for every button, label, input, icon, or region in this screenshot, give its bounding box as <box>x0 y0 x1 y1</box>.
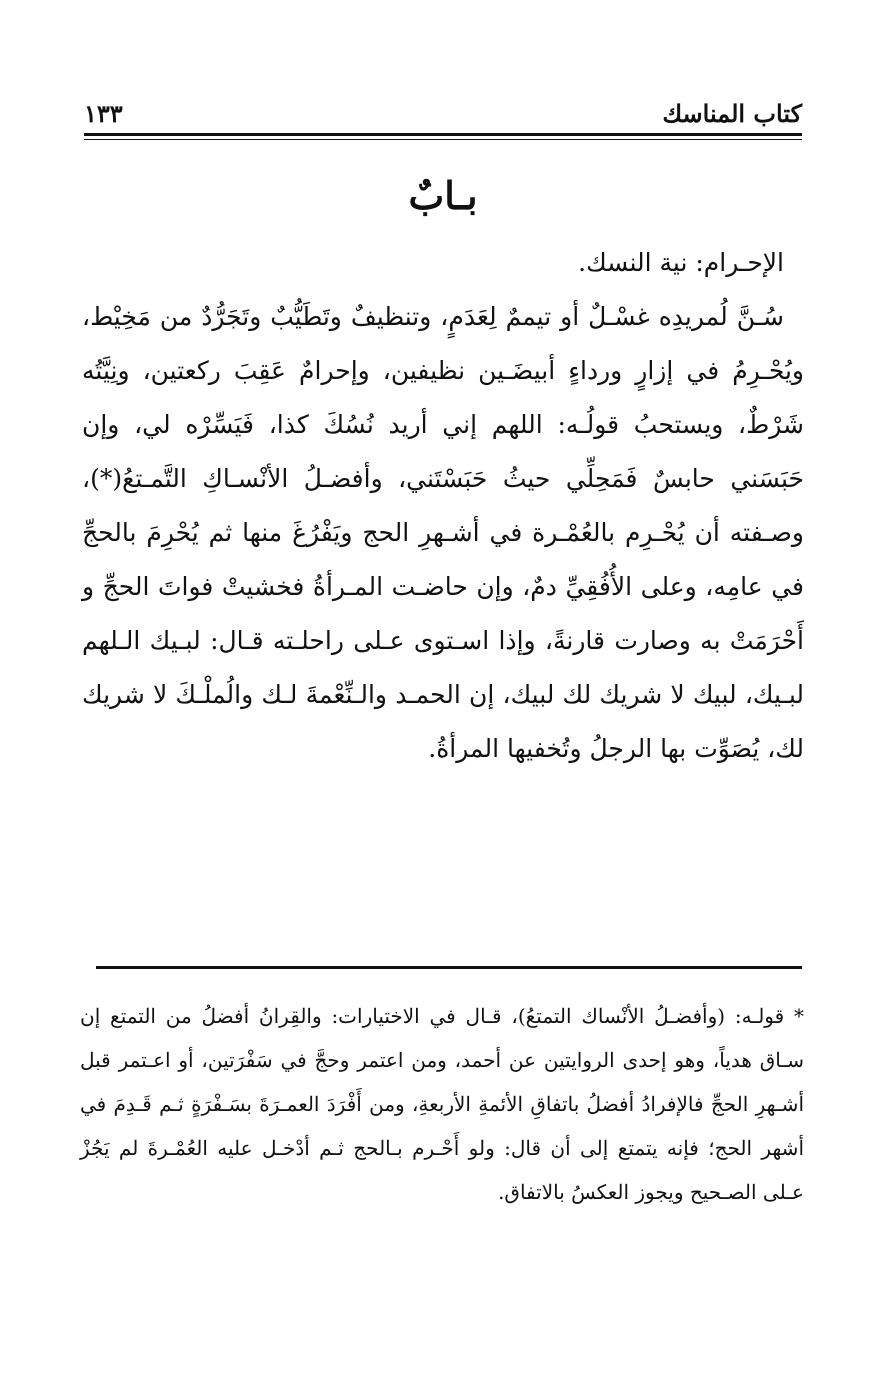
page-number: ١٣٣ <box>84 99 123 128</box>
footnote-separator <box>96 966 802 969</box>
definition-line: الإحـرام: نية النسك. <box>578 248 784 277</box>
header-rule-thick <box>84 133 802 136</box>
chapter-heading: بـابٌ <box>408 173 478 218</box>
body-paragraph: سُـنَّ لُمريدِه غسْـلٌ أو تيممٌ لِعَدَمٍ، وتنظيفٌ وتَطَيُّبٌ وتَجَرُّدٌ من مَخِيْط، ويُحْـرِمُ في إزارٍ ورداءٍ أبيضَـين نظيفين، وإحرامٌ عَقِبَ ركعتين، ونِيَّتُه شَرْطٌ، ويستحبُ قولُـه: اللهم إني أريد نُسُكَ كذا، فَيَسِّرْه لي، وإن حَبَسَني حابسٌ فَمَحِلِّي حيثُ حَبَسْتَني، وأفضـلُ الأنْسـاكِ التَّمـتعُ(*)، وصـفته أن يُحْـرِم بالعُمْـرة في أشـهرِ الحج ويَفْرُغَ منها ثم يُحْرِمَ بالحجِّ في عامِه، وعلى الأُفُقِيِّ دمٌ، وإن حاضـت المـرأةُ فخشيتْ فواتَ الحجِّ و أَحْرَمَتْ به وصارت قارنةً، وإذا اسـتوى عـلى راحلـته قـال: لبـيك الـلهم لبـيك، لبيك لا شريك لك لبيك، إن الحمـد والـنِّعْمةَ لـك والُملْـكَ لا شريك لك، يُصَوِّت بها الرجلُ وتُخفيها المرأةُ. <box>82 302 804 763</box>
running-title: كتاب المناسك <box>662 99 802 128</box>
running-header <box>84 96 802 136</box>
header-rule-thin <box>84 139 802 140</box>
main-text <box>82 236 804 776</box>
footnote: * قولـه: (وأفضـلُ الأنْساك التمتعُ)، قـال في الاختيارات: والقِرانُ أفضلُ من التمتع إن سـاق هدياً، وهو إحدى الروايتين عن أحمد، ومن اعتمر وحجَّ في سَفْرَتين، أو اعـتمر قبل أشـهرِ الحجِّ فالإفرادُ أفضلُ باتفاقِ الأئمةِ الأربعةِ، ومن أَفْرَدَ العمـرَةَ بسَـفْرَةٍ ثـم قَـدِمَ في أشهر الحج؛ فإنه يتمتع إلى أن قال: ولو أَحْـرم بـالحج ثـم أدْخـل عليه العُمْـرةَ لم يَجُزْ عـلى الصـحيح ويجوز العكسُ بالاتفاق. <box>80 1004 805 1204</box>
